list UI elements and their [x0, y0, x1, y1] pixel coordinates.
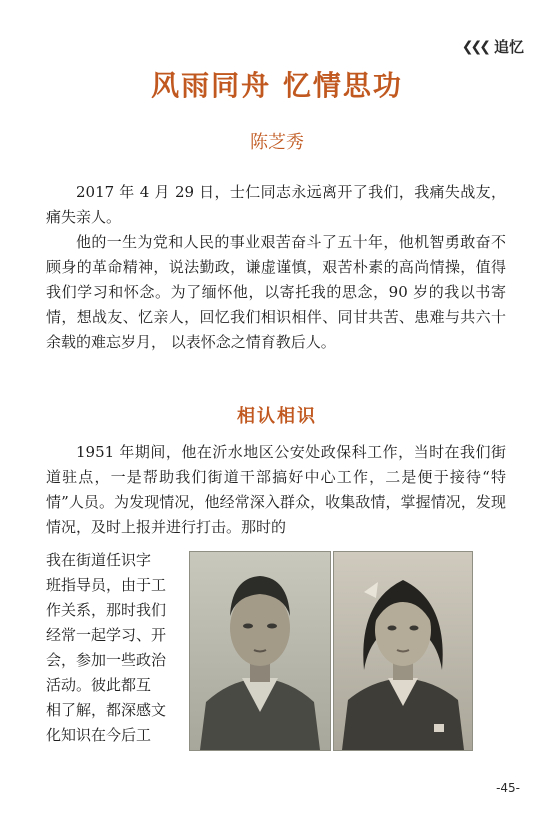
article-author: 陈芝秀	[250, 132, 304, 153]
article-title: 风雨同舟 忆情思功	[151, 69, 403, 102]
text-line: 相了解，都深感文	[46, 701, 167, 719]
triple-chevron-left-icon: ❮❮❮	[461, 38, 488, 55]
text-line: 经常一起学习、开	[46, 626, 167, 644]
intro-text	[46, 180, 506, 355]
page-number: -45-	[496, 781, 520, 795]
paragraph: 他的一生为党和人民的事业艰苦奋斗了五十年，他机智勇敢奋不顾身的革命精神，说法勤政，谦虚谨慎，艰苦朴素的高尚情操，值得我们学习和怀念。为了缅怀他，以寄托我的思念，90 岁的我以书寄情，想战友、忆亲人，回忆我们相识相伴、同甘共苦、患难与共六十余载的难忘岁月， 以表怀念之情育教后人。	[46, 233, 506, 351]
portrait-photo-woman	[333, 551, 473, 751]
paragraph: 1951 年期间，他在沂水地区公安处政保科工作，当时在我们街道驻点，一是帮助我们街道干部搞好中心工作，二是便于接待“特情”人员。为发现情况，他经常深入群众，收集敌情，掌握情况，发现情况，及时上报并进行打击。那时的	[46, 443, 506, 536]
portrait-photo-man	[189, 551, 331, 751]
paragraph: 2017 年 4 月 29 日，士仁同志永远离开了我们，我痛失战友，痛失亲人。	[46, 183, 506, 226]
section-heading: 相认相识	[237, 406, 317, 427]
wrapped-text-column	[46, 548, 184, 748]
section-label: 追忆	[493, 38, 524, 56]
text-line: 活动。彼此都互	[46, 676, 152, 694]
section-text	[46, 440, 506, 540]
text-line: 班指导员，由于工	[46, 576, 167, 594]
text-line: 作关系，那时我们	[46, 601, 167, 619]
text-line: 我在街道任识字	[46, 551, 152, 569]
text-line: 化知识在今后工	[46, 726, 152, 744]
text-line: 会，参加一些政治	[46, 651, 167, 669]
section-tag	[462, 36, 524, 57]
